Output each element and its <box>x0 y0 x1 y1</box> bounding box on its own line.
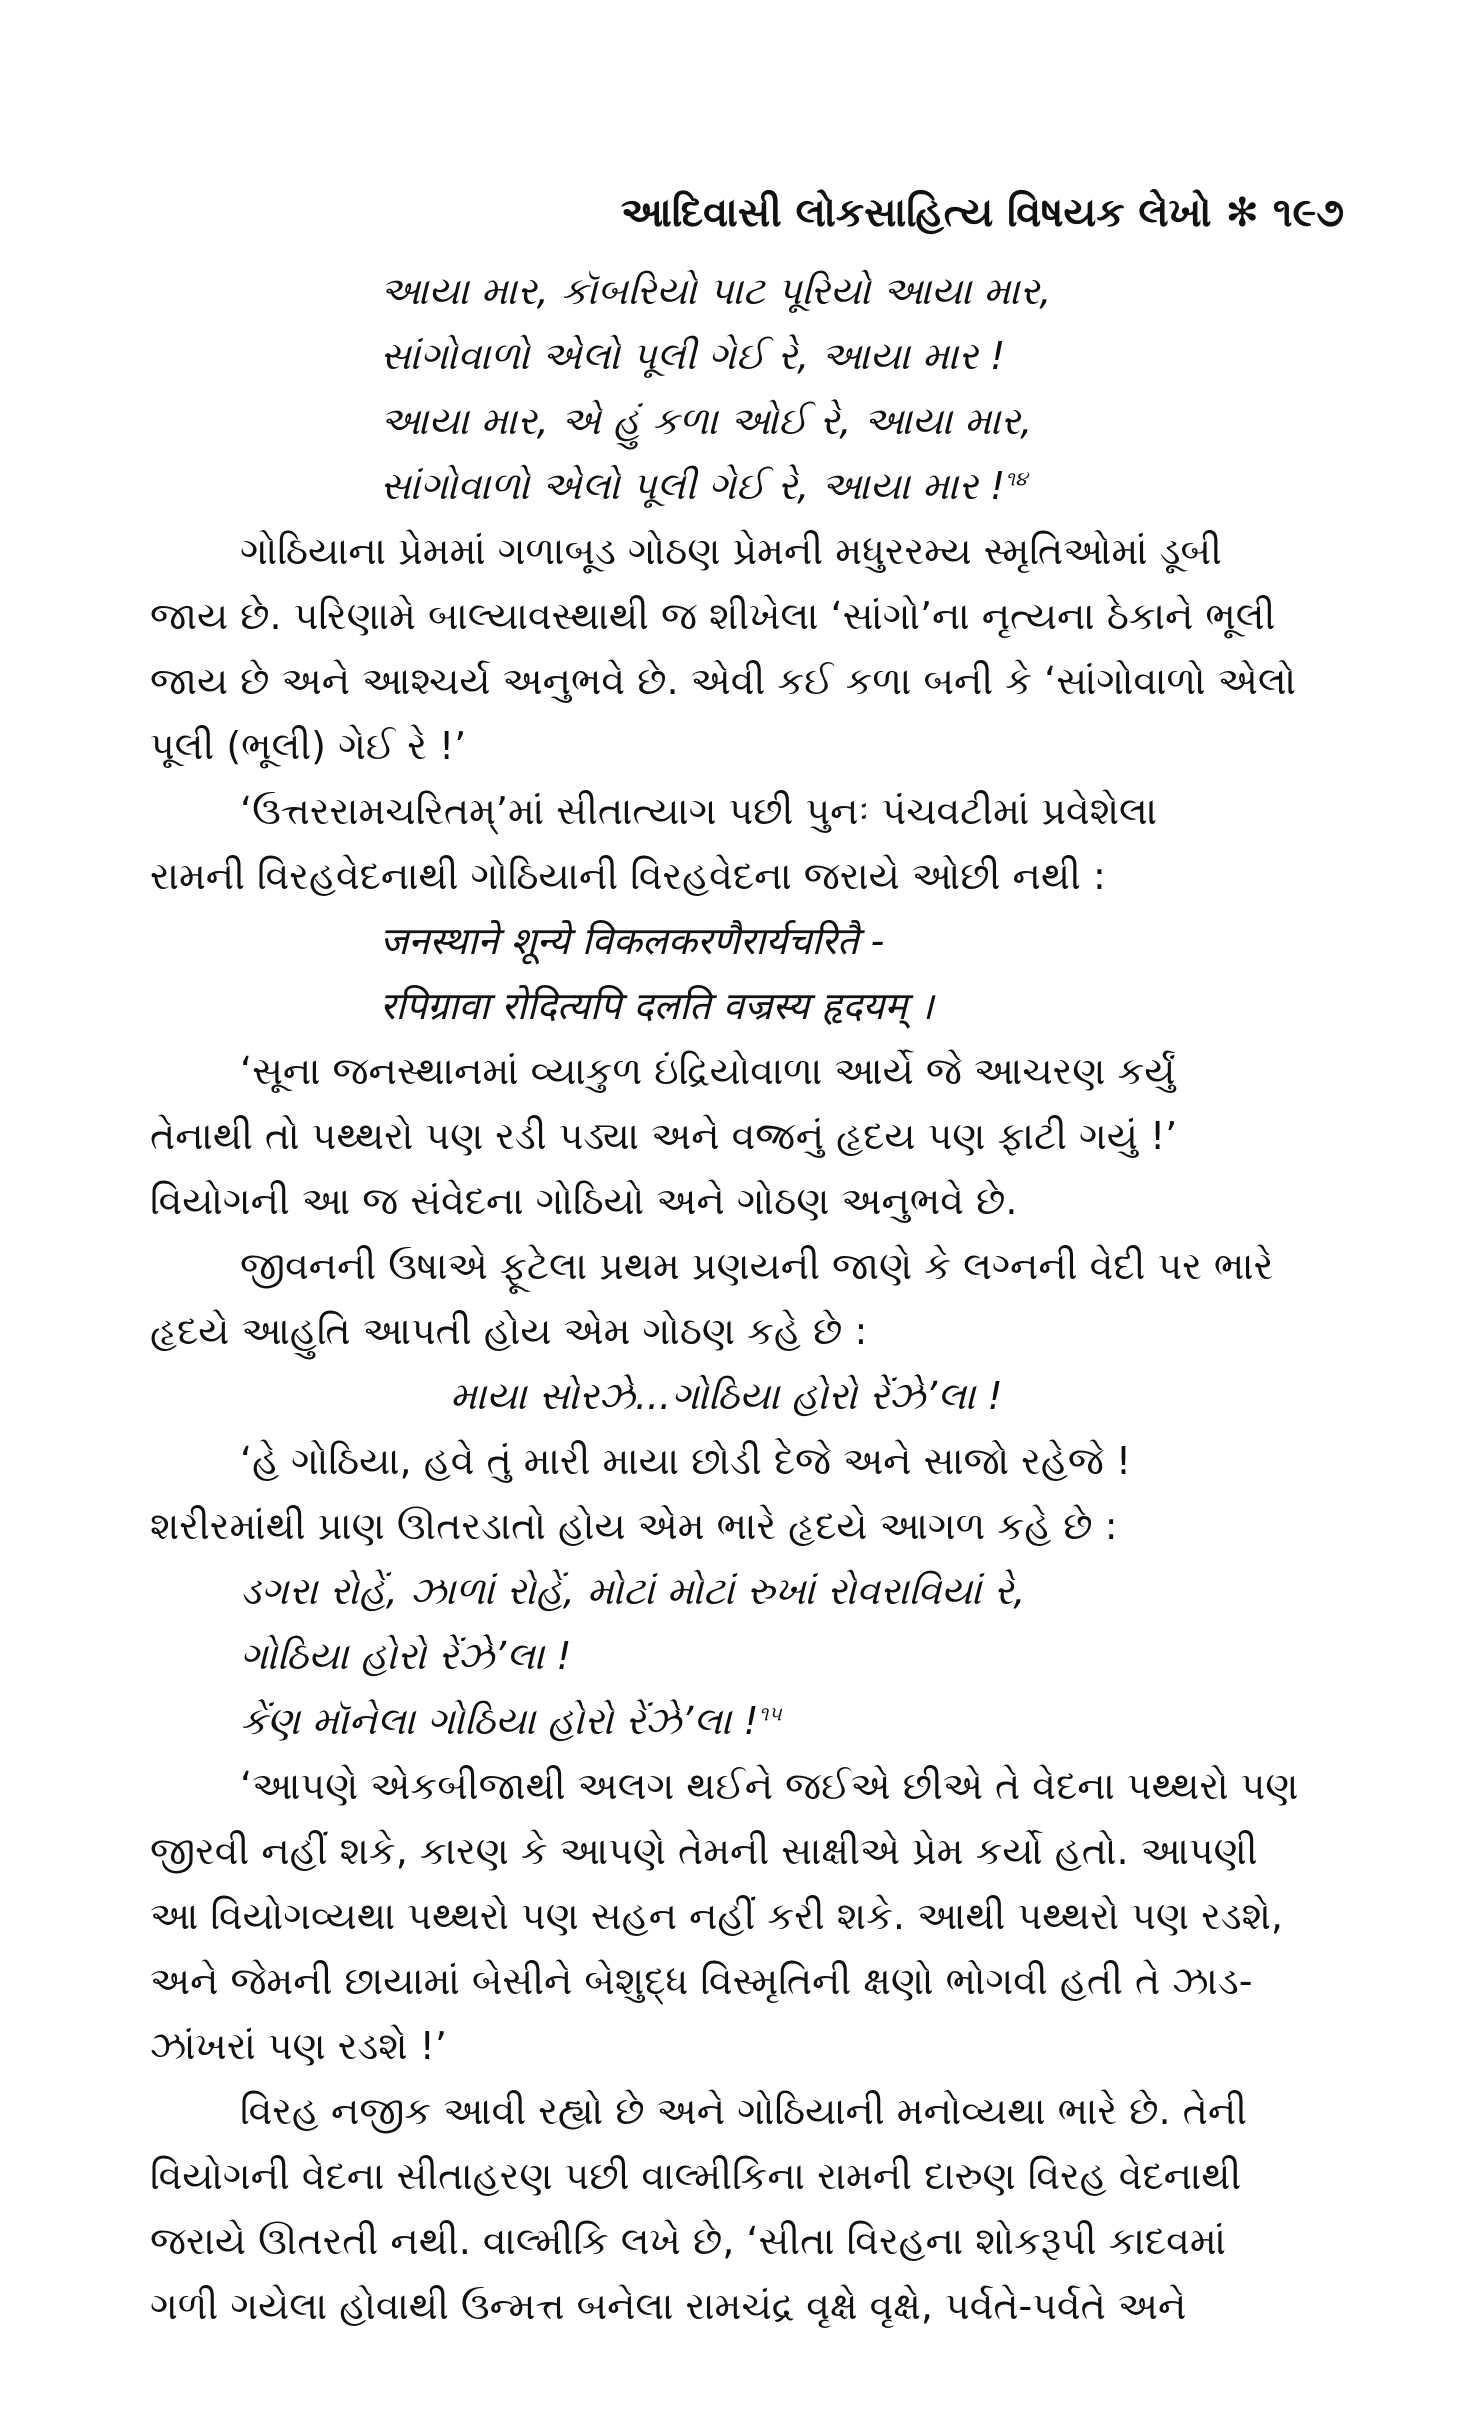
text-line: ઝાંખરાં પણ રડશે !’ <box>150 2024 447 2068</box>
text-line: ‘આપણે એકબીજાથી અલગ થઈને જઈએ છીએ તે વેદના પથ્થરો પણ <box>240 1764 1299 1808</box>
text-line: તેનાથી તો પથ્થરો પણ રડી પડ્યા અને વજ્રનું હૃદય પણ ફાટી ગયું !’ <box>150 1114 1178 1158</box>
verse-line: કેંણ મૉનેલા ગોઠિયા હોરો રેંઝે’લા !$^{૧૫}$ <box>240 1699 782 1743</box>
text-line: વિરહ નજીક આવી રહ્યો છે અને ગોઠિયાની મનોવ્યથા ભારે છે. તેની <box>240 2089 1248 2133</box>
text-line: રામની વિરહવેદનાથી ગોઠિયાની વિરહવેદના જરાયે ઓછી નથી : <box>150 854 1106 898</box>
verse-line: સાંગોવાળો એલો પૂલી ગેઈ રે, આયા માર ! <box>380 334 1006 378</box>
footnote-ref: ૧૪ <box>1005 466 1028 491</box>
text-line: હૃદયે આહુતિ આપતી હોય એમ ગોઠણ કહે છે : <box>150 1309 868 1353</box>
text-line: ‘ઉત્તરરામચરિતમ્’માં સીતાત્યાગ પછી પુનઃ પંચવટીમાં પ્રવેશેલા <box>240 789 1158 833</box>
verse-line: ગોઠિયા હોરો રેંઝે’લા ! <box>240 1634 572 1678</box>
sanskrit-line: जनस्थाने शून्ये विकलकरणैरार्यचरितै - <box>380 919 885 963</box>
text-line: જરાયે ઊતરતી નથી. વાલ્મીકિ લખે છે, ‘સીતા વિરહના શોકરૂપી કાદવમાં <box>150 2219 1226 2263</box>
verse-line: સાંગોવાળો એલો પૂલી ગેઈ રે, આયા માર !$^{૧૪}$ <box>380 464 1028 508</box>
text-line: ‘હે ગોઠિયા, હવે તું મારી માયા છોડી દેજે અને સાજો રહેજે ! <box>240 1439 1132 1483</box>
text-line: અને જેમની છાયામાં બેસીને બેશુદ્ધ વિસ્મૃતિની ક્ષણો ભોગવી હતી તે ઝાડ- <box>150 1959 1253 2003</box>
text-line: પૂલી (ભૂલી) ગેઈ રે !’ <box>150 724 467 768</box>
verse-line: માયા સોરઝે...ગોઠિયા હોરો રેંઝે’લા ! <box>450 1374 1003 1418</box>
verse-line: ડગરા રોહેં, ઝાળાં રોહેં, મોટાં મોટાં રુખાં રોવરાવિયાં રે, <box>240 1569 1026 1613</box>
text-line: જાય છે અને આશ્ચર્ય અનુભવે છે. એવી કઈ કળા બની કે ‘સાંગોવાળો એલો <box>150 659 1297 703</box>
text-line: વિયોગની વેદના સીતાહરણ પછી વાલ્મીકિના રામની દારુણ વિરહ વેદનાથી <box>150 2154 1242 2198</box>
text-line: જીવનની ઉષાએ ફૂટેલા પ્રથમ પ્રણયની જાણે કે લગ્નની વેદી પર ભારે <box>240 1244 1274 1288</box>
running-header: આદિવાસી લોકસાહિત્ય વિષયક લેખો ✻ ૧૯૭ <box>620 190 1344 236</box>
verse-line: આયા માર, એ હું કળા ઓઈ રે, આયા માર, <box>380 399 1033 443</box>
text-line: જાય છે. પરિણામે બાલ્યાવસ્થાથી જ શીખેલા ‘સાંગો’ના નૃત્યના ઠેકાને ભૂલી <box>150 594 1276 638</box>
text-line: ‘સૂના જનસ્થાનમાં વ્યાકુળ ઇંદ્રિયોવાળા આર્યે જે આચરણ કર્યું <box>240 1049 1176 1093</box>
text-line: વિયોગની આ જ સંવેદના ગોઠિયો અને ગોઠણ અનુભવે છે. <box>150 1179 1018 1223</box>
text-line: ગોઠિયાના પ્રેમમાં ગળાબૂડ ગોઠણ પ્રેમની મધુરરમ્ય સ્મૃતિઓમાં ડૂબી <box>240 529 1222 573</box>
sanskrit-line: रपिग्रावा रोदित्यपि दलति वज्रस्य हृदयम् । <box>380 984 934 1028</box>
text-line: જીરવી નહીં શકે, કારણ કે આપણે તેમની સાક્ષીએ પ્રેમ કર્યો હતો. આપણી <box>150 1829 1258 1873</box>
text-line: આ વિયોગવ્યથા પથ્થરો પણ સહન નહીં કરી શકે. આથી પથ્થરો પણ રડશે, <box>150 1894 1283 1938</box>
verse-line: આયા માર, કૉબરિયો પાટ પૂરિયો આયા માર, <box>380 269 1052 313</box>
footnote-ref: ૧૫ <box>758 1701 782 1726</box>
text-line: શરીરમાંથી પ્રાણ ઊતરડાતો હોય એમ ભારે હૃદયે આગળ કહે છે : <box>150 1504 1118 1548</box>
text-line: ગળી ગયેલા હોવાથી ઉન્મત્ત બનેલા રામચંદ્ર વૃક્ષે વૃક્ષે, પર્વતે-પર્વતે અને <box>150 2284 1187 2328</box>
